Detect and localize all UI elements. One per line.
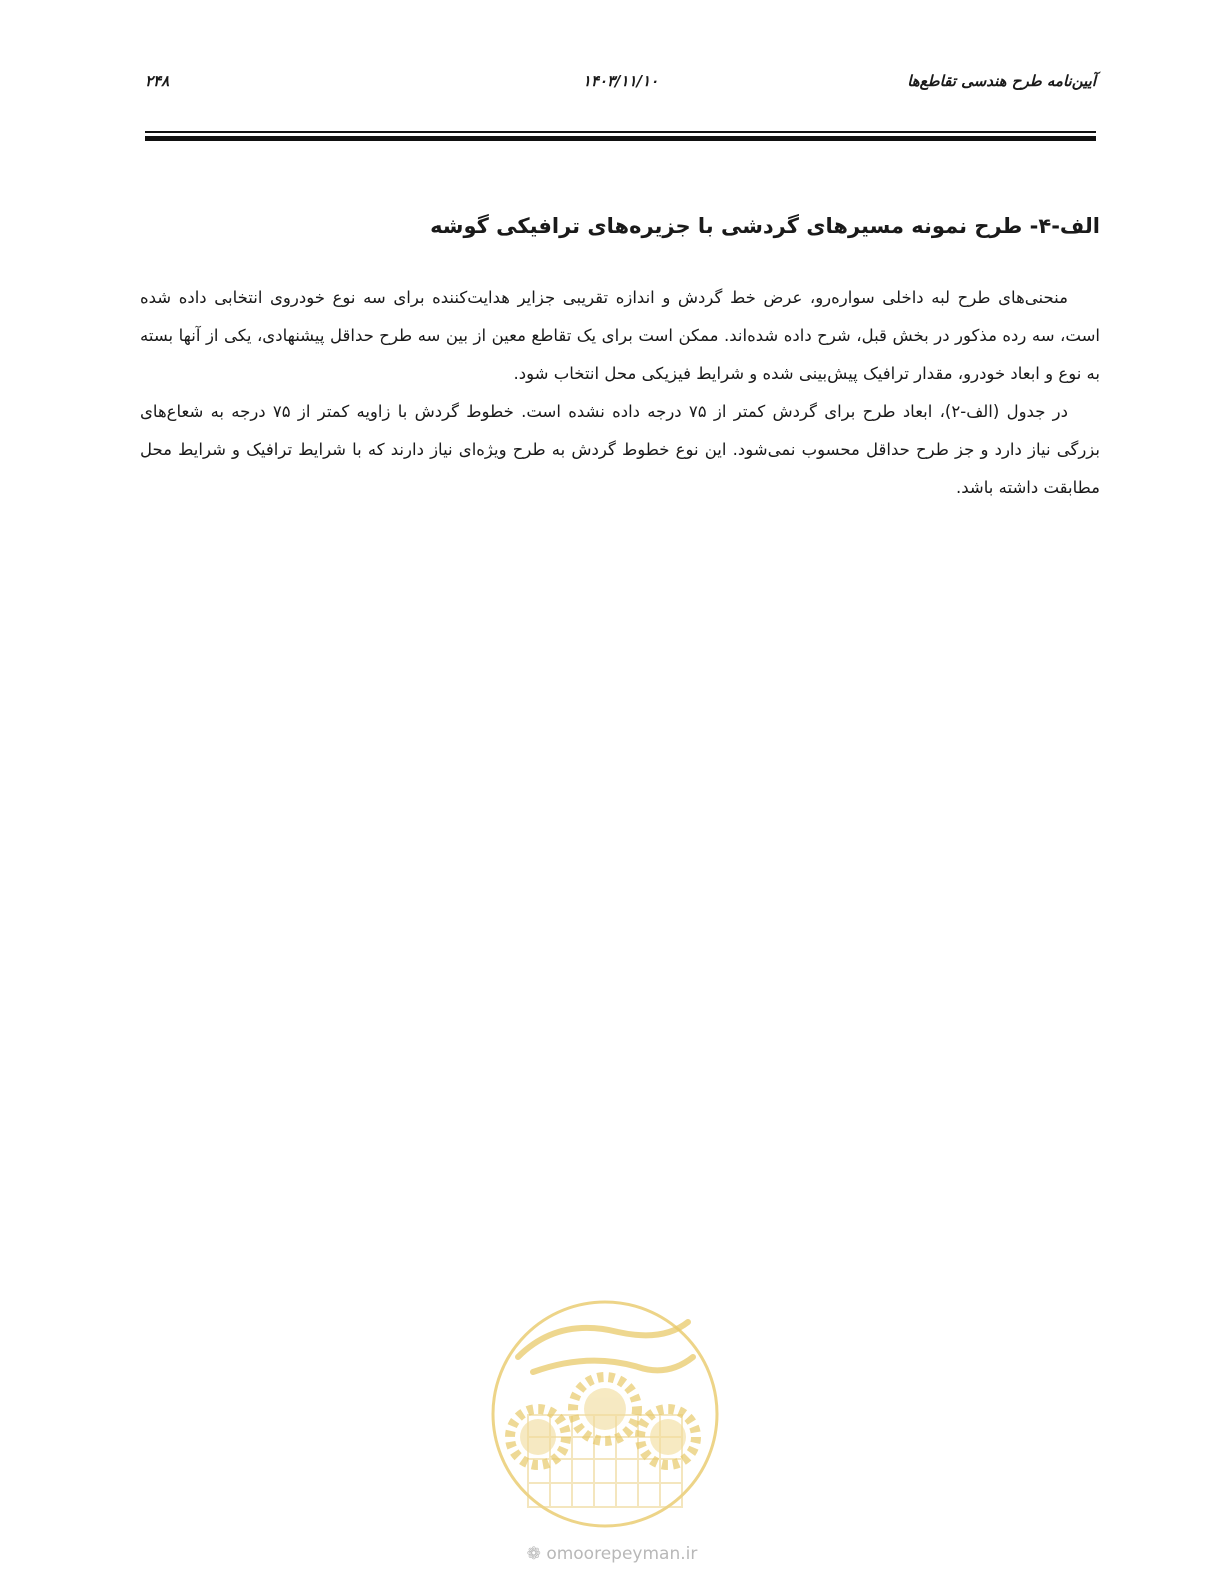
watermark-seal-icon	[488, 1297, 722, 1531]
page-header	[145, 72, 1096, 102]
paragraph-2: در جدول (الف-۲)، ابعاد طرح برای گردش کمتر از ۷۵ درجه داده نشده است. خطوط گردش با زاویه کمتر از ۷۵ درجه به شعاع‌های بزرگی نیاز دارد و جز طرح حداقل محسوب نمی‌شود. این نوع خطوط گردش به طرح ویژه‌ای نیاز دارند که با شرایط ترافیک و شرایط محل مطابقت داشته باشد.	[140, 402, 1100, 497]
header-rule-thin	[145, 131, 1096, 133]
paragraph-1: منحنی‌های طرح لبه داخلی سواره‌رو، عرض خط گردش و اندازه تقریبی جزایر هدایت‌کننده برای سه نوع خودروی انتخابی داده شده است، سه رده مذکور در بخش قبل، شرح داده شده‌اند. ممکن است برای یک تقاطع معین از بین سه طرح حداقل پیشنهادی، یکی از آنها بسته به نوع و ابعاد خودرو، مقدار ترافیک پیش‌بینی شده و شرایط فیزیکی محل انتخاب شود.	[140, 288, 1100, 383]
section-body	[140, 279, 1100, 507]
header-title: آیین‌نامه طرح هندسی تقاطع‌ها	[907, 72, 1096, 90]
header-rule-thick	[145, 136, 1096, 141]
page-number: ۲۴۸	[145, 72, 170, 90]
watermark-site	[0, 1544, 1224, 1564]
site-url: omoorepeyman.ir	[546, 1544, 698, 1564]
site-icon: ❁	[526, 1544, 541, 1564]
section-heading: الف-۴- طرح نمونه مسیرهای گردشی با جزیره‌های ترافیکی گوشه	[430, 214, 1100, 238]
watermark-seal	[488, 1297, 722, 1531]
header-date: ۱۴۰۳/۱۱/۱۰	[582, 72, 659, 90]
